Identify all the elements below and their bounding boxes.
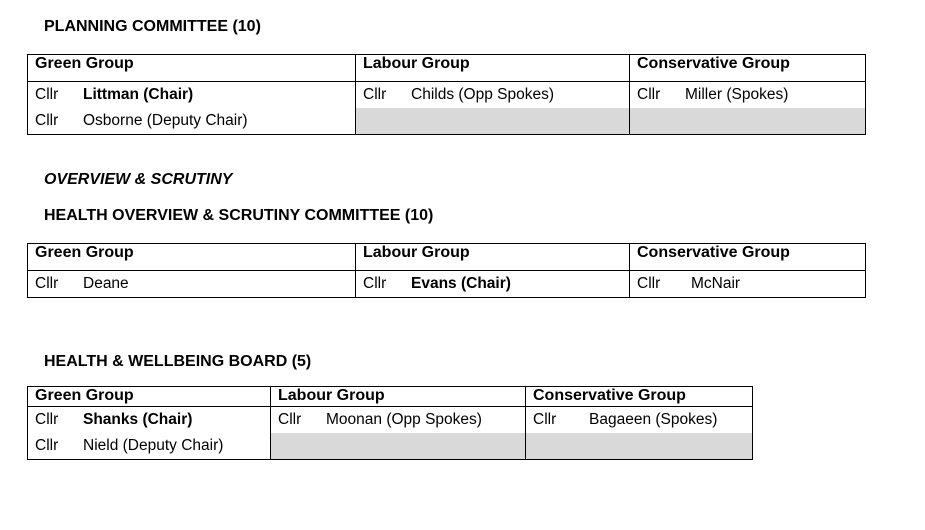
member-entry bbox=[526, 407, 752, 433]
empty-member-slot bbox=[630, 108, 865, 134]
member-name: Miller (Spokes) bbox=[685, 86, 789, 103]
member-name: McNair bbox=[691, 275, 741, 292]
table-row bbox=[28, 407, 753, 460]
member-name: Nield (Deputy Chair) bbox=[83, 437, 224, 454]
member-entry bbox=[356, 82, 629, 108]
member-entry bbox=[28, 82, 355, 108]
member-title: Cllr bbox=[35, 275, 59, 292]
green-members-cell bbox=[28, 82, 356, 135]
member-entry bbox=[356, 271, 629, 297]
conservative-group-header: Conservative Group bbox=[630, 244, 866, 271]
member-title: Cllr bbox=[363, 275, 387, 292]
member-entry bbox=[630, 271, 865, 297]
member-title: Cllr bbox=[637, 275, 661, 292]
wellbeing-board-heading: HEALTH & WELLBEING BOARD (5) bbox=[44, 353, 312, 370]
member-title: Cllr bbox=[35, 437, 59, 454]
conservative-group-header: Conservative Group bbox=[526, 387, 753, 407]
labour-members-cell bbox=[271, 407, 526, 460]
planning-committee-table bbox=[27, 54, 866, 135]
empty-member-slot bbox=[271, 433, 525, 459]
green-members-cell bbox=[28, 407, 271, 460]
empty-member-slot bbox=[526, 433, 752, 459]
member-entry bbox=[28, 407, 270, 433]
labour-members-cell bbox=[356, 82, 630, 135]
member-entry bbox=[630, 82, 865, 108]
member-entry bbox=[28, 271, 355, 297]
member-title: Cllr bbox=[637, 86, 661, 103]
empty-member-slot bbox=[356, 108, 629, 134]
table-row bbox=[28, 82, 866, 135]
conservative-members-cell bbox=[630, 271, 866, 298]
green-group-header: Green Group bbox=[28, 244, 356, 271]
table-header-row bbox=[28, 244, 866, 271]
member-entry bbox=[28, 108, 355, 134]
table-header-row bbox=[28, 387, 753, 407]
member-name: Childs (Opp Spokes) bbox=[411, 86, 555, 103]
conservative-group-header: Conservative Group bbox=[630, 55, 866, 82]
wellbeing-board-table bbox=[27, 386, 753, 460]
member-name: Bagaeen (Spokes) bbox=[589, 411, 718, 428]
member-name: Evans (Chair) bbox=[411, 275, 511, 292]
green-members-cell bbox=[28, 271, 356, 298]
labour-group-header: Labour Group bbox=[356, 55, 630, 82]
conservative-members-cell bbox=[630, 82, 866, 135]
member-title: Cllr bbox=[278, 411, 302, 428]
member-entry bbox=[271, 407, 525, 433]
table-row bbox=[28, 271, 866, 298]
member-entry bbox=[28, 433, 270, 459]
green-group-header: Green Group bbox=[28, 55, 356, 82]
table-header-row bbox=[28, 55, 866, 82]
member-title: Cllr bbox=[533, 411, 557, 428]
green-group-header: Green Group bbox=[28, 387, 271, 407]
planning-committee-heading: PLANNING COMMITTEE (10) bbox=[44, 18, 261, 35]
member-name: Littman (Chair) bbox=[83, 86, 194, 103]
conservative-members-cell bbox=[526, 407, 753, 460]
labour-group-header: Labour Group bbox=[271, 387, 526, 407]
member-name: Osborne (Deputy Chair) bbox=[83, 112, 248, 129]
labour-group-header: Labour Group bbox=[356, 244, 630, 271]
member-title: Cllr bbox=[363, 86, 387, 103]
overview-scrutiny-heading: OVERVIEW & SCRUTINY bbox=[44, 171, 233, 188]
health-overview-committee-table bbox=[27, 243, 866, 298]
member-title: Cllr bbox=[35, 112, 59, 129]
labour-members-cell bbox=[356, 271, 630, 298]
member-name: Moonan (Opp Spokes) bbox=[326, 411, 482, 428]
member-title: Cllr bbox=[35, 411, 59, 428]
member-name: Deane bbox=[83, 275, 129, 292]
health-overview-committee-heading: HEALTH OVERVIEW & SCRUTINY COMMITTEE (10) bbox=[44, 207, 434, 224]
member-title: Cllr bbox=[35, 86, 59, 103]
member-name: Shanks (Chair) bbox=[83, 411, 193, 428]
